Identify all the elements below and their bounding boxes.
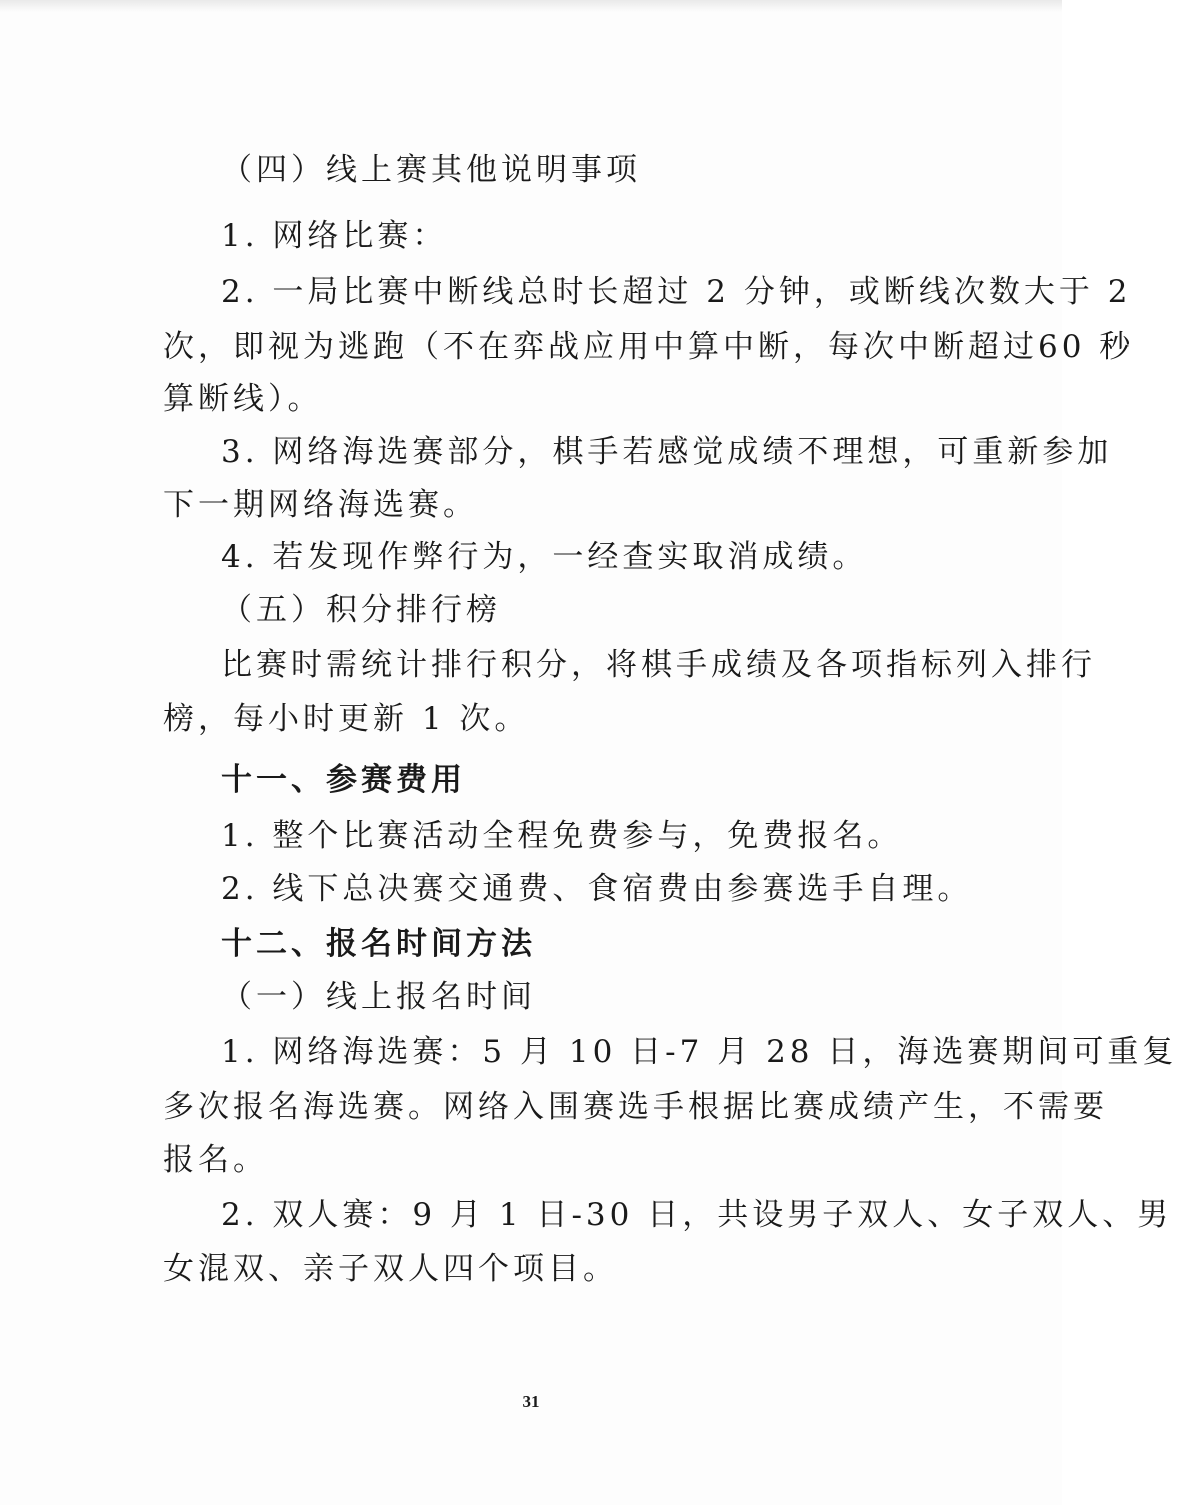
section-5-heading: （五）积分排行榜	[221, 592, 501, 628]
chapter-12-item-2-line-1: 2. 双人赛：9 月 1 日-30 日，共设男子双人、女子双人、男	[221, 1197, 1173, 1233]
chapter-12-heading: 十二、报名时间方法	[221, 926, 536, 962]
scan-edge-shadow	[0, 0, 1062, 12]
chapter-11-item-1: 1. 整个比赛活动全程免费参与，免费报名。	[221, 818, 903, 854]
section-4-item-3-line-1: 3. 网络海选赛部分，棋手若感觉成绩不理想，可重新参加	[221, 434, 1113, 470]
chapter-12-item-1-line-3: 报名。	[163, 1142, 268, 1178]
chapter-11-item-2: 2. 线下总决赛交通费、食宿费由参赛选手自理。	[221, 871, 973, 907]
section-4-heading: （四）线上赛其他说明事项	[221, 152, 641, 188]
chapter-11-heading: 十一、参赛费用	[221, 762, 466, 798]
section-4-item-2-line-2: 次，即视为逃跑（不在弈战应用中算中断，每次中断超过60 秒	[163, 329, 1135, 365]
chapter-12-item-1-line-1: 1. 网络海选赛：5 月 10 日-7 月 28 日，海选赛期间可重复	[221, 1034, 1177, 1070]
section-4-item-4: 4. 若发现作弊行为，一经查实取消成绩。	[221, 539, 868, 575]
page-number: 31	[522, 1392, 540, 1411]
section-4-item-3-line-2: 下一期网络海选赛。	[163, 487, 478, 523]
chapter-12-item-2-line-2: 女混双、亲子双人四个项目。	[163, 1251, 618, 1287]
chapter-12-item-1-line-2: 多次报名海选赛。网络入围赛选手根据比赛成绩产生，不需要	[163, 1089, 1108, 1125]
section-4-item-1: 1. 网络比赛：	[221, 218, 448, 254]
chapter-12-subheading-1: （一）线上报名时间	[221, 979, 536, 1015]
section-4-item-2-line-3: 算断线）。	[163, 381, 323, 417]
section-5-text-line-2: 榜，每小时更新 1 次。	[163, 701, 530, 737]
section-4-item-2-line-1: 2. 一局比赛中断线总时长超过 2 分钟，或断线次数大于 2	[221, 274, 1132, 310]
section-5-text-line-1: 比赛时需统计排行积分，将棋手成绩及各项指标列入排行	[221, 647, 1096, 683]
